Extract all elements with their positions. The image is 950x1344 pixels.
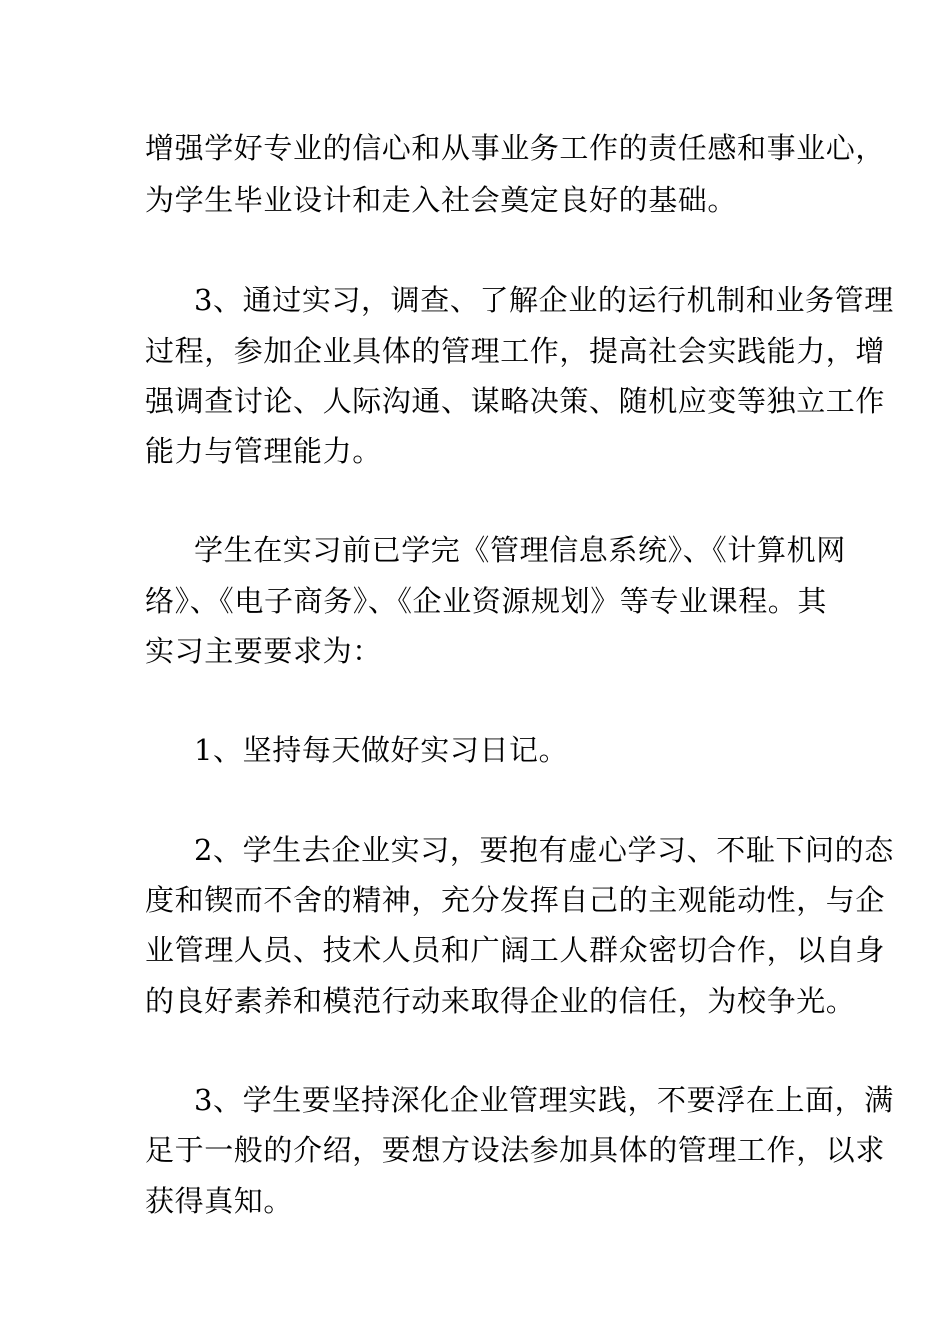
paragraph-line: 强调查讨论、人际沟通、谋略决策、随机应变等独立工作 — [145, 384, 886, 418]
paragraph-line: 过程，参加企业具体的管理工作，提高社会实践能力，增 — [145, 334, 886, 368]
paragraph-line: 能力与管理能力。 — [145, 434, 382, 468]
paragraph-line: 的良好素养和模范行动来取得企业的信任，为校争光。 — [145, 984, 856, 1018]
paragraph-line: 1、坚持每天做好实习日记。 — [194, 733, 569, 767]
paragraph-line: 3、学生要坚持深化企业管理实践，不要浮在上面，满 — [194, 1083, 894, 1117]
paragraph-line: 学生在实习前已学完《管理信息系统》、《计算机网 — [194, 533, 846, 567]
paragraph-line: 获得真知。 — [145, 1184, 294, 1218]
paragraph-line: 度和锲而不舍的精神，充分发挥自己的主观能动性，与企 — [145, 883, 886, 917]
paragraph-line: 实习主要要求为： — [145, 634, 382, 668]
paragraph-line: 2、学生去企业实习，要抱有虚心学习、不耻下问的态 — [194, 833, 894, 867]
paragraph-line: 络》、《电子商务》、《企业资源规划》等专业课程。其 — [145, 584, 828, 618]
paragraph-line: 足于一般的介绍，要想方设法参加具体的管理工作，以求 — [145, 1133, 886, 1167]
paragraph-line: 3、通过实习，调查、了解企业的运行机制和业务管理 — [194, 283, 894, 317]
paragraph-line: 增强学好专业的信心和从事业务工作的责任感和事业心， — [145, 131, 886, 165]
paragraph-line: 为学生毕业设计和走入社会奠定良好的基础。 — [145, 183, 738, 217]
paragraph-line: 业管理人员、技术人员和广阔工人群众密切合作，以自身 — [145, 933, 886, 967]
